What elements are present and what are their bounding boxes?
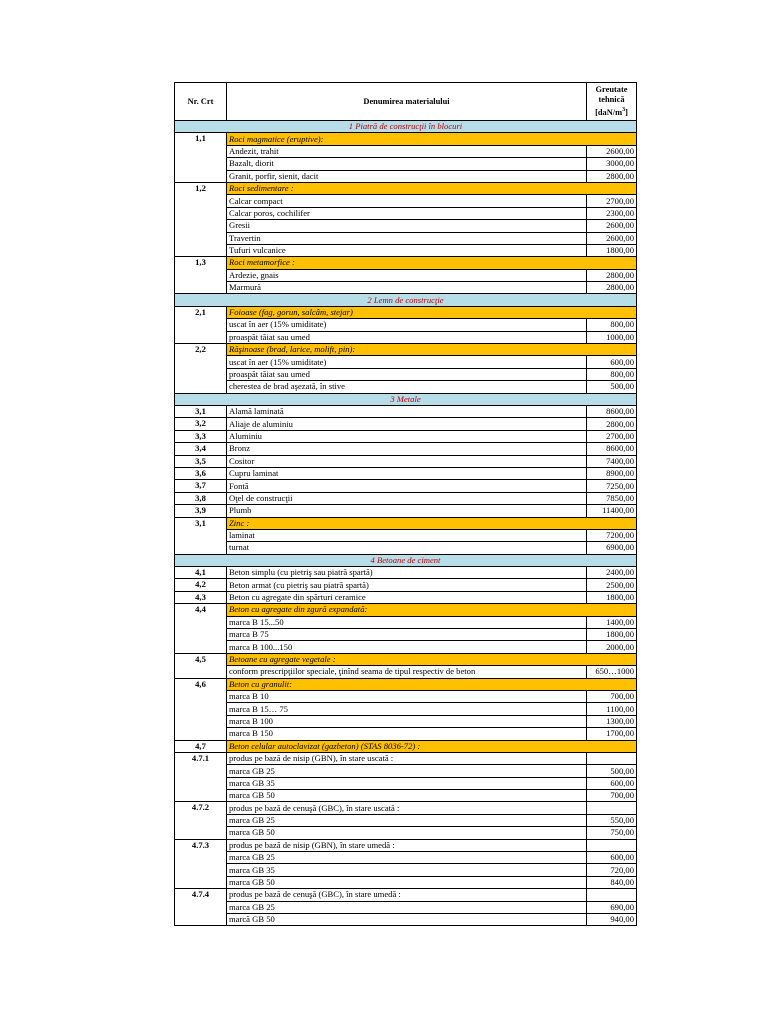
material-name: marca GB 50 <box>227 827 587 839</box>
material-name: Oţel de construcţii <box>227 492 587 504</box>
material-name: laminat <box>227 529 587 541</box>
material-row <box>175 381 637 393</box>
header-row <box>175 83 637 121</box>
weight-value: 1800,00 <box>587 591 637 603</box>
material-name: marca GB 25 <box>227 765 587 777</box>
row-number: 4.7.2 <box>175 802 227 839</box>
weight-value: 2800,00 <box>587 170 637 182</box>
weight-value: 500,00 <box>587 381 637 393</box>
weight-value: 1800,00 <box>587 629 637 641</box>
material-row <box>175 356 637 368</box>
weight-value: 2600,00 <box>587 220 637 232</box>
material-row <box>175 418 637 430</box>
category-row <box>175 344 637 356</box>
weight-value: 11400,00 <box>587 505 637 517</box>
material-row <box>175 629 637 641</box>
weight-value: 800,00 <box>587 368 637 380</box>
row-number: 4,5 <box>175 653 227 678</box>
material-name: Gresii <box>227 220 587 232</box>
category-label: Beton celular autoclavizat (gazbeton) (STAS 8036-72) : <box>227 740 637 752</box>
material-name: produs pe bază de nisip (GBN), în stare umedă : <box>227 839 587 851</box>
weight-value: 2500,00 <box>587 579 637 591</box>
section-row <box>175 294 637 306</box>
category-label: Beton cu granulit: <box>227 678 637 690</box>
material-row <box>175 492 637 504</box>
weight-value: 690,00 <box>587 901 637 913</box>
material-name: proaspăt tăiat sau umed <box>227 331 587 343</box>
row-number: 4.7.3 <box>175 839 227 889</box>
weight-value: 7400,00 <box>587 455 637 467</box>
material-row <box>175 505 637 517</box>
row-number: 3,2 <box>175 418 227 430</box>
header-unit-post: ] <box>625 107 628 117</box>
material-name: Beton cu agregate din spărturi ceramice <box>227 591 587 603</box>
row-number: 3,6 <box>175 467 227 479</box>
material-name: marca B 100...150 <box>227 641 587 653</box>
category-label: Roci magmatice (eruptive): <box>227 133 637 145</box>
material-row <box>175 232 637 244</box>
section-title: 2 Lemn de construcţie <box>175 294 637 306</box>
material-row <box>175 269 637 281</box>
material-name: marca GB 35 <box>227 864 587 876</box>
row-number: 3,1 <box>175 517 227 554</box>
material-name: Alamă laminată <box>227 405 587 417</box>
row-number: 2,1 <box>175 306 227 343</box>
material-row <box>175 455 637 467</box>
material-row <box>175 790 637 802</box>
section-title: 3 Metale <box>175 393 637 405</box>
material-row <box>175 207 637 219</box>
weight-value: 1100,00 <box>587 703 637 715</box>
section-row <box>175 393 637 405</box>
weight-value: 2600,00 <box>587 145 637 157</box>
material-row <box>175 852 637 864</box>
material-name: Travertin <box>227 232 587 244</box>
material-name: uscat în aer (15% umiditate) <box>227 356 587 368</box>
row-number: 4,1 <box>175 567 227 579</box>
weight-value: 6900,00 <box>587 542 637 554</box>
material-name: Andezit, trahit <box>227 145 587 157</box>
weight-value: 600,00 <box>587 852 637 864</box>
material-name: cherestea de brad aşezată, în stive <box>227 381 587 393</box>
row-number: 3,8 <box>175 492 227 504</box>
material-row <box>175 430 637 442</box>
category-row <box>175 678 637 690</box>
material-name: marca B 100 <box>227 715 587 727</box>
material-name: Calcar poros, cochilifer <box>227 207 587 219</box>
material-name: Aluminiu <box>227 430 587 442</box>
weight-value: 600,00 <box>587 777 637 789</box>
category-row <box>175 653 637 665</box>
category-row <box>175 517 637 529</box>
weight-value: 7250,00 <box>587 480 637 492</box>
material-row <box>175 195 637 207</box>
material-name: marca GB 25 <box>227 852 587 864</box>
row-number: 4.7.4 <box>175 889 227 926</box>
material-row <box>175 282 637 294</box>
category-row <box>175 604 637 616</box>
row-number: 3,1 <box>175 405 227 417</box>
material-row <box>175 467 637 479</box>
weight-value: 700,00 <box>587 790 637 802</box>
material-row <box>175 914 637 926</box>
material-row <box>175 591 637 603</box>
material-row <box>175 889 637 901</box>
row-number: 3,5 <box>175 455 227 467</box>
material-name: marca GB 35 <box>227 777 587 789</box>
category-label: Roci sedimentare : <box>227 182 637 194</box>
material-row <box>175 703 637 715</box>
category-row <box>175 257 637 269</box>
material-row <box>175 827 637 839</box>
category-row <box>175 740 637 752</box>
material-name: marca GB 25 <box>227 814 587 826</box>
section-title: 4 Betoane de ciment <box>175 554 637 566</box>
material-row <box>175 579 637 591</box>
material-name: Ardezie, gnais <box>227 269 587 281</box>
weight-value: 500,00 <box>587 765 637 777</box>
material-name: produs pe bază de cenuşă (GBC), în stare uscată : <box>227 802 587 814</box>
material-name: produs pe bază de cenuşă (GBC), în stare umedă : <box>227 889 587 901</box>
material-name: marca B 75 <box>227 629 587 641</box>
material-row <box>175 901 637 913</box>
material-row <box>175 542 637 554</box>
material-name: Tufuri vulcanice <box>227 244 587 256</box>
weight-value: 2600,00 <box>587 232 637 244</box>
material-row <box>175 814 637 826</box>
material-name: uscat în aer (15% umiditate) <box>227 319 587 331</box>
header-unit <box>595 108 628 117</box>
material-name: Beton simplu (cu pietriş sau piatră spartă) <box>227 567 587 579</box>
weight-value: 2700,00 <box>587 430 637 442</box>
weight-value: 1300,00 <box>587 715 637 727</box>
category-label: Beton cu agregate din zgură expandată: <box>227 604 637 616</box>
category-row <box>175 133 637 145</box>
category-label: Zinc : <box>227 517 637 529</box>
row-number: 4,6 <box>175 678 227 740</box>
header-unit-pre: [daN/m <box>595 107 623 117</box>
materials-table-body <box>175 83 637 926</box>
weight-value <box>587 752 637 764</box>
material-row <box>175 331 637 343</box>
material-name: marca B 150 <box>227 728 587 740</box>
material-row <box>175 616 637 628</box>
material-row <box>175 641 637 653</box>
material-row <box>175 244 637 256</box>
weight-value <box>587 802 637 814</box>
category-label: Foioase (fag, gorun, salcâm, stejar) <box>227 306 637 318</box>
material-row <box>175 666 637 678</box>
material-row <box>175 443 637 455</box>
materials-table <box>174 82 637 926</box>
row-number: 2,2 <box>175 344 227 394</box>
row-number: 3,4 <box>175 443 227 455</box>
header-unit-sup: 3 <box>622 107 626 114</box>
material-name: proaspăt tăiat sau umed <box>227 368 587 380</box>
category-label: Răşinoase (brad, larice, molift, pin): <box>227 344 637 356</box>
material-row <box>175 876 637 888</box>
material-row <box>175 170 637 182</box>
section-row <box>175 554 637 566</box>
material-row <box>175 752 637 764</box>
weight-value: 1700,00 <box>587 728 637 740</box>
weight-value: 1000,00 <box>587 331 637 343</box>
material-row <box>175 529 637 541</box>
material-name: Bazalt, diorit <box>227 158 587 170</box>
weight-value: 840,00 <box>587 876 637 888</box>
weight-value: 2800,00 <box>587 418 637 430</box>
material-name: marca B 15...50 <box>227 616 587 628</box>
material-name: Cupru laminat <box>227 467 587 479</box>
material-row <box>175 145 637 157</box>
weight-value: 750,00 <box>587 827 637 839</box>
material-row <box>175 728 637 740</box>
material-row <box>175 777 637 789</box>
weight-value: 1400,00 <box>587 616 637 628</box>
header-nr: Nr. Crt <box>175 83 227 121</box>
header-name: Denumirea materialului <box>227 83 587 121</box>
row-number: 4,3 <box>175 591 227 603</box>
material-name: conform prescripţiilor speciale, ţinînd seama de tipul respectiv de beton <box>227 666 587 678</box>
material-name: marca GB 50 <box>227 790 587 802</box>
weight-value <box>587 839 637 851</box>
row-number: 4,7 <box>175 740 227 752</box>
material-row <box>175 802 637 814</box>
weight-value: 8600,00 <box>587 405 637 417</box>
material-row <box>175 319 637 331</box>
material-name: Cositor <box>227 455 587 467</box>
material-name: Aliaje de aluminiu <box>227 418 587 430</box>
material-row <box>175 405 637 417</box>
row-number: 1,1 <box>175 133 227 183</box>
category-row <box>175 182 637 194</box>
header-weight-line1: Greutate <box>595 85 628 95</box>
material-name: Calcar compact <box>227 195 587 207</box>
material-name: marca GB 25 <box>227 901 587 913</box>
material-name: marcă GB 50 <box>227 914 587 926</box>
weight-value: 2300,00 <box>587 207 637 219</box>
material-name: Marmură <box>227 282 587 294</box>
material-row <box>175 158 637 170</box>
material-name: Bronz <box>227 443 587 455</box>
material-name: marca B 10 <box>227 690 587 702</box>
weight-value: 700,00 <box>587 690 637 702</box>
weight-value: 3000,00 <box>587 158 637 170</box>
row-number: 4,4 <box>175 604 227 654</box>
weight-value: 1800,00 <box>587 244 637 256</box>
weight-value: 800,00 <box>587 319 637 331</box>
weight-value: 7850,00 <box>587 492 637 504</box>
weight-value: 8900,00 <box>587 467 637 479</box>
category-row <box>175 306 637 318</box>
weight-value: 2800,00 <box>587 282 637 294</box>
row-number: 1,3 <box>175 257 227 294</box>
row-number: 3,7 <box>175 480 227 492</box>
material-name: Plumb <box>227 505 587 517</box>
weight-value: 940,00 <box>587 914 637 926</box>
row-number: 3,9 <box>175 505 227 517</box>
section-row <box>175 121 637 133</box>
category-label: Betoane cu agregate vegetale : <box>227 653 637 665</box>
section-title: 1 Piatră de construcţii în blocuri <box>175 121 637 133</box>
weight-value: 550,00 <box>587 814 637 826</box>
row-number: 1,2 <box>175 182 227 256</box>
material-name: produs pe bază de nisip (GBN), în stare uscată : <box>227 752 587 764</box>
material-name: marca B 15… 75 <box>227 703 587 715</box>
weight-value <box>587 889 637 901</box>
row-number: 4.7.1 <box>175 752 227 802</box>
material-row <box>175 839 637 851</box>
weight-value: 2000,00 <box>587 641 637 653</box>
material-row <box>175 765 637 777</box>
material-name: Granit, porfir, sienit, dacit <box>227 170 587 182</box>
header-weight <box>587 83 637 121</box>
row-number: 3,3 <box>175 430 227 442</box>
material-row <box>175 368 637 380</box>
weight-value: 600,00 <box>587 356 637 368</box>
row-number: 4,2 <box>175 579 227 591</box>
header-weight-line2: tehnică <box>598 95 625 105</box>
material-row <box>175 715 637 727</box>
material-name: Beton armat (cu pietriş sau piatră spartă) <box>227 579 587 591</box>
material-row <box>175 567 637 579</box>
weight-value: 2800,00 <box>587 269 637 281</box>
material-name: turnat <box>227 542 587 554</box>
material-name: marca GB 50 <box>227 876 587 888</box>
material-name: Fontă <box>227 480 587 492</box>
material-row <box>175 220 637 232</box>
weight-value: 2700,00 <box>587 195 637 207</box>
weight-value: 8600,00 <box>587 443 637 455</box>
weight-value: 2400,00 <box>587 567 637 579</box>
material-row <box>175 864 637 876</box>
material-row <box>175 480 637 492</box>
weight-value: 720,00 <box>587 864 637 876</box>
material-row <box>175 690 637 702</box>
weight-value: 650…1000 <box>587 666 637 678</box>
category-label: Roci metamorfice : <box>227 257 637 269</box>
weight-value: 7200,00 <box>587 529 637 541</box>
